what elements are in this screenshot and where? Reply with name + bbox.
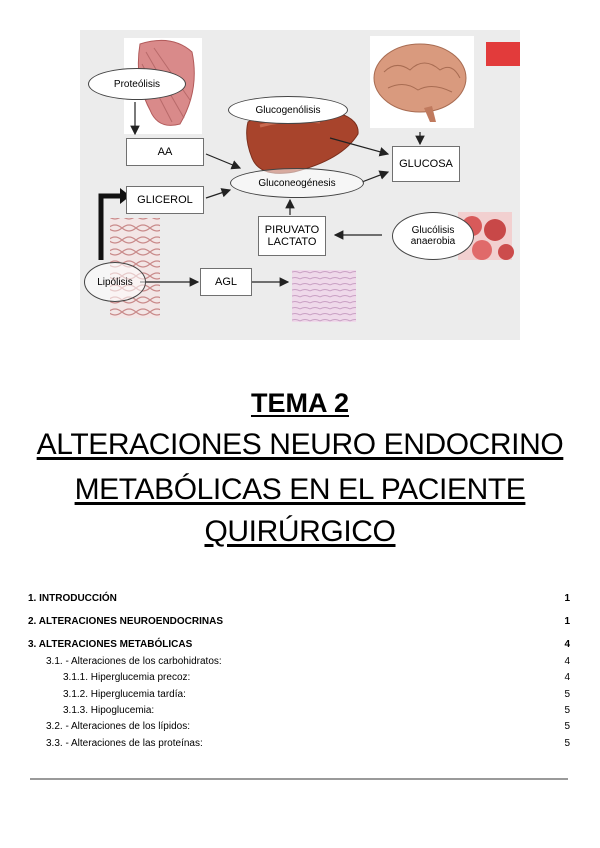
proteolisis-oval: Proteólisis — [88, 68, 186, 100]
glucolisis-oval: Glucólisis anaerobia — [392, 212, 474, 260]
toc-entry-label: 3.2. - Alteraciones de los lípidos: — [46, 721, 190, 732]
toc-entry-page: 5 — [564, 721, 570, 732]
toc-entry[interactable] — [28, 639, 570, 653]
toc-entry[interactable] — [28, 721, 570, 735]
toc-entry-page: 4 — [564, 656, 570, 667]
toc-entry-page: 5 — [564, 738, 570, 749]
metabolism-diagram — [80, 30, 520, 340]
toc-entry-page: 4 — [564, 672, 570, 683]
document-title-line2: METABÓLICAS EN EL PACIENTE — [74, 473, 526, 506]
toc-entry-page: 5 — [564, 705, 570, 716]
agl-box: AGL — [200, 268, 252, 296]
toc-entry-label: 3.1. - Alteraciones de los carbohidratos: — [46, 656, 222, 667]
aa-box: AA — [126, 138, 204, 166]
glicerol-box: GLICEROL — [126, 186, 204, 214]
glucogenolisis-oval: Glucogenólisis — [228, 96, 348, 124]
toc-entry-label: 3.3. - Alteraciones de las proteínas: — [46, 738, 203, 749]
document-title-tema: TEMA 2 — [250, 388, 349, 418]
toc-entry[interactable] — [28, 705, 570, 719]
glucosa-box: GLUCOSA — [392, 146, 460, 182]
toc-entry-label: 3. ALTERACIONES METABÓLICAS — [28, 639, 193, 650]
toc-entry-label: 3.1.3. Hipoglucemia: — [63, 705, 155, 716]
toc-entry-page: 5 — [564, 689, 570, 700]
toc-entry-page: 1 — [564, 593, 570, 604]
toc-entry[interactable] — [28, 616, 570, 630]
gluconeogenesis-oval: Gluconeogénesis — [230, 168, 364, 198]
toc-entry[interactable] — [28, 738, 570, 752]
red-bar — [486, 42, 520, 66]
toc-entry-label: 3.1.2. Hiperglucemia tardía: — [63, 689, 186, 700]
toc-entry-label: 1. INTRODUCCIÓN — [28, 593, 117, 604]
brain-image — [370, 36, 474, 128]
toc-entry-page: 4 — [564, 639, 570, 650]
toc-entry[interactable] — [28, 593, 570, 607]
tissue-histology-image — [292, 270, 356, 322]
toc-entry-page: 1 — [564, 616, 570, 627]
toc-entry[interactable] — [28, 672, 570, 686]
lipolisis-oval: Lipólisis — [84, 262, 146, 302]
toc-entry[interactable] — [28, 689, 570, 703]
piruvato-lactato-box: PIRUVATO LACTATO — [258, 216, 326, 256]
horizontal-divider — [30, 778, 568, 780]
toc-entry[interactable] — [28, 656, 570, 670]
document-title-line3: QUIRÚRGICO — [204, 515, 396, 548]
document-title-line1: ALTERACIONES NEURO ENDOCRINO — [36, 428, 564, 461]
toc-entry-label: 3.1.1. Hiperglucemia precoz: — [63, 672, 191, 683]
toc-entry-label: 2. ALTERACIONES NEUROENDOCRINAS — [28, 616, 224, 627]
